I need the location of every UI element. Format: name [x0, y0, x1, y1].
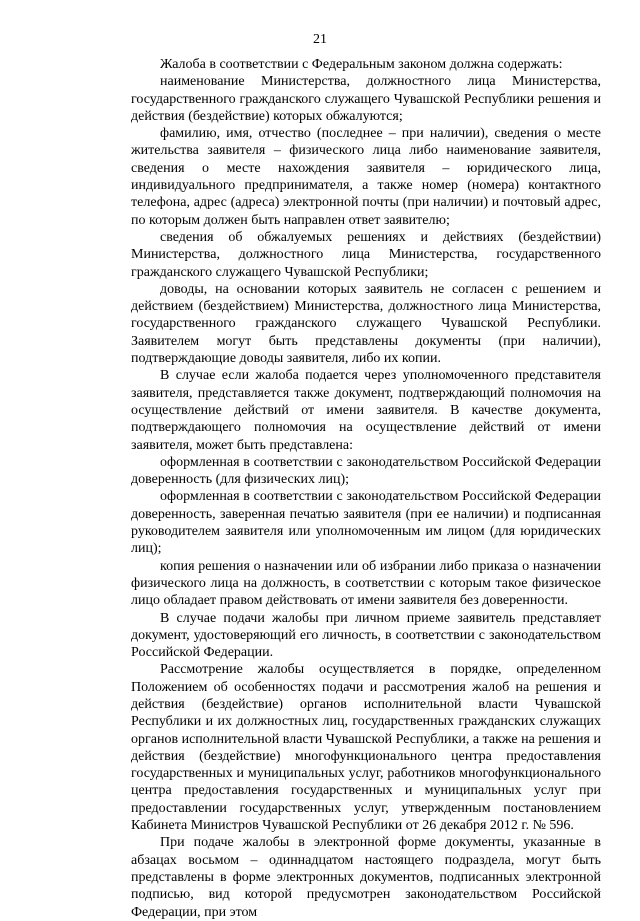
document-body: [131, 56, 601, 921]
paragraph-9: копия решения о назначении или об избрании либо приказа о назначении физического лица на должность, в соответствии с которым такое физическое лицо обладает правом действовать от имени заявителя без доверенности.: [131, 558, 601, 609]
paragraph-8: оформленная в соответствии с законодательством Российской Федерации доверенность, заверенная печатью заявителя (при ее наличии) и подписанная руководителем заявителя или уполномоченным им лицом (для юридических лиц);: [131, 489, 601, 557]
paragraph-5: доводы, на основании которых заявитель не согласен с решением и действием (бездействием) Министерства, должностного лица Министерства, государственного гражданского служащего Чувашской Республики. Заявителем могут быть представлены документы (при наличии), подтверждающие доводы заявителя, либо их копии.: [131, 281, 601, 367]
paragraph-11: Рассмотрение жалобы осуществляется в порядке, определенном Положением об особенностях подачи и рассмотрения жалоб на решения и действия (бездействие) органов исполнительной власти Чувашской Республики и их должностных лиц, государственных гражданских служащих органов исполнительной власти Чувашской Республики, а также на решения и действия (бездействие) многофункционального центра предоставления государственных и муниципальных услуг, работников многофункционального центра предоставления государственных и муниципальных услуг при предоставлении государственных услуг, утвержденным постановлением Кабинета Министров Чувашской Республики от 26 декабря 2012 г. № 596.: [131, 662, 601, 834]
paragraph-3: фамилию, имя, отчество (последнее – при наличии), сведения о месте жительства заявителя – физического лица либо наименование заявителя, сведения о месте нахождения заявителя – юридического лица, индивидуального предпринимателя, а также номер (номера) контактного телефона, адрес (адреса) электронной почты (при наличии) и почтовый адрес, по которым должен быть направлен ответ заявителю;: [131, 126, 601, 228]
paragraph-12: При подаче жалобы в электронной форме документы, указанные в абзацах восьмом – одиннадцатом настоящего подраздела, могут быть представлены в форме электронных документов, подписанных электронной подписью, вид которой предусмотрен законодательством Российской Федерации, при этом: [131, 835, 601, 920]
paragraph-1: Жалоба в соответствии с Федеральным законом должна содержать:: [160, 57, 563, 72]
paragraph-4: сведения об обжалуемых решениях и действиях (бездействии) Министерства, должностного лица Министерства, государственного гражданского служащего Чувашской Республики;: [131, 229, 601, 280]
paragraph-7: оформленная в соответствии с законодательством Российской Федерации доверенность (для физических лиц);: [131, 454, 601, 488]
page-number: 21: [313, 32, 327, 47]
paragraph-10: В случае подачи жалобы при личном приеме заявитель представляет документ, удостоверяющий его личность, в соответствии с законодательством Российской Федерации.: [131, 610, 601, 661]
paragraph-2: наименование Министерства, должностного лица Министерства, государственного гражданского служащего Чувашской Республики решения и действия (бездействие) которых обжалуются;: [131, 74, 601, 124]
paragraph-6: В случае если жалоба подается через уполномоченного представителя заявителя, представляется также документ, подтверждающий полномочия на осуществление действий от имени заявителя. В качестве документа, подтверждающего полномочия на осуществление действий от имени заявителя, может быть представлена:: [131, 368, 601, 453]
